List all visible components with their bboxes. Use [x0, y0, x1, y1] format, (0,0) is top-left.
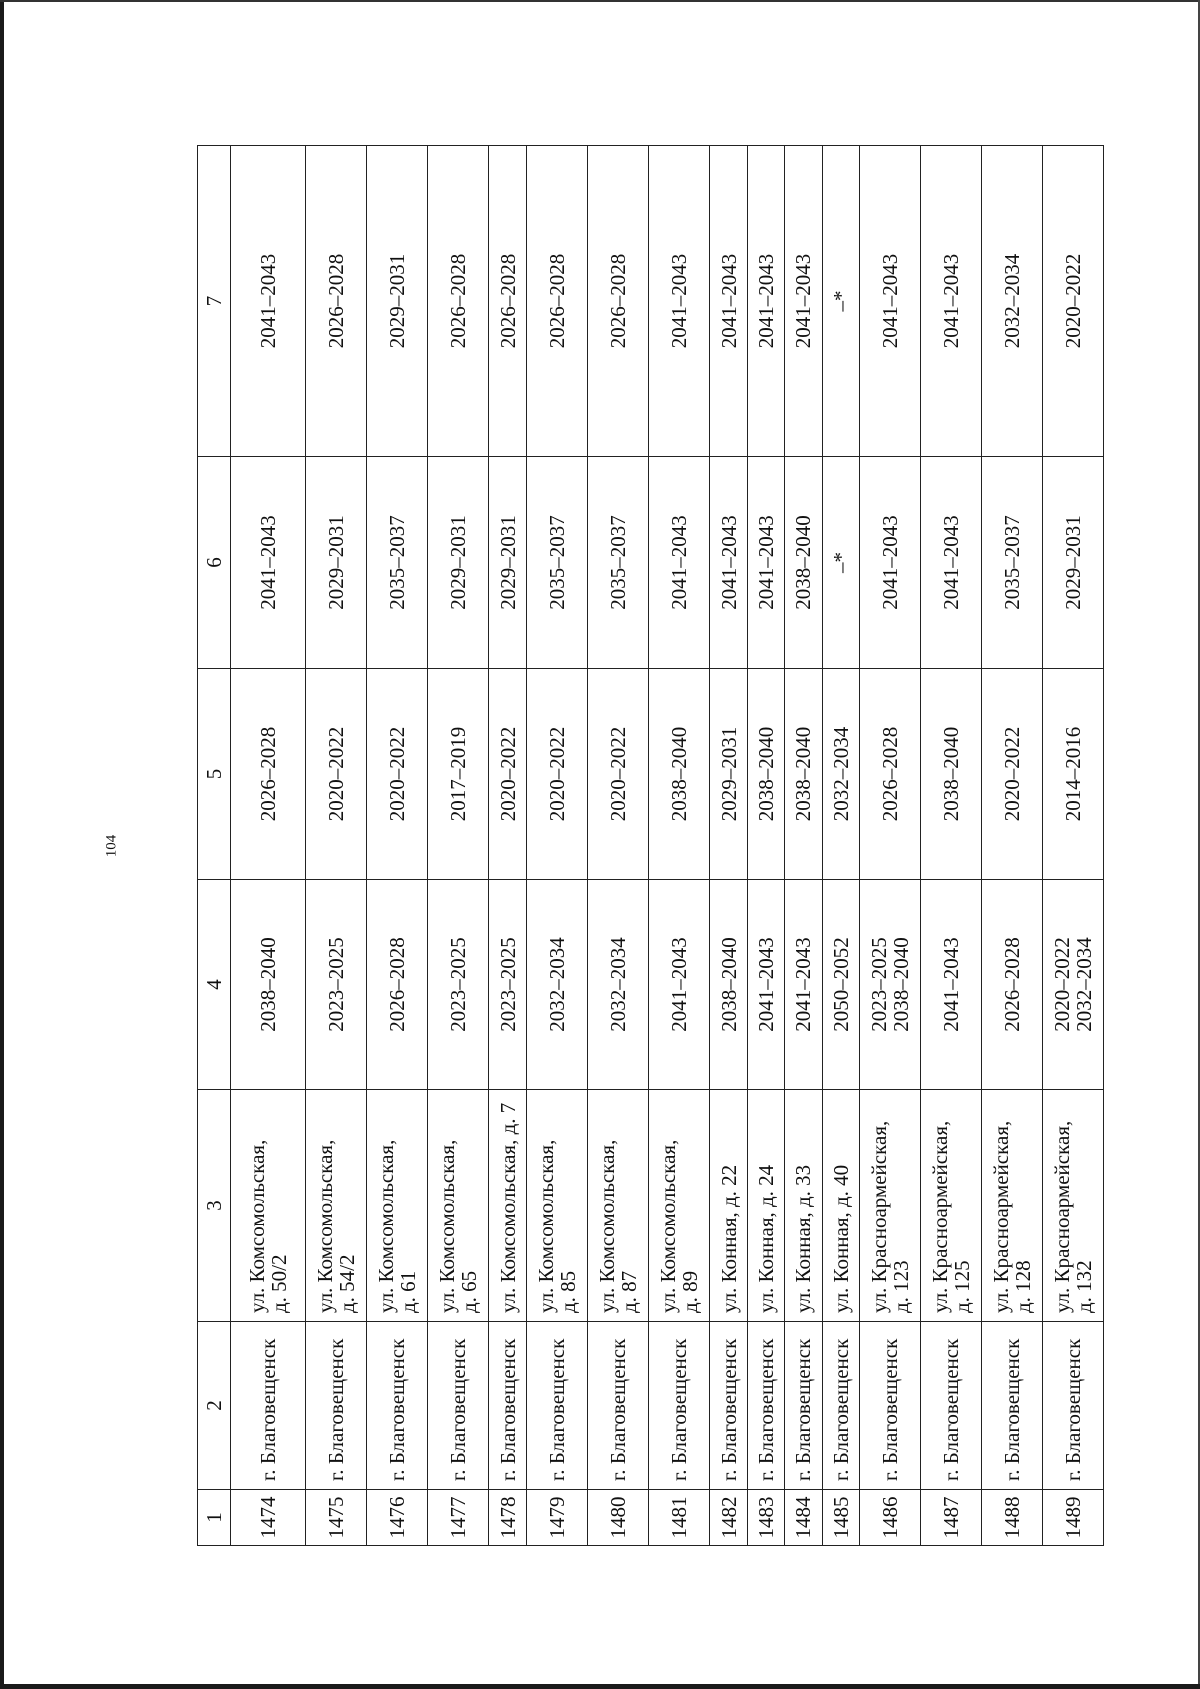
column-header-4: 4	[198, 880, 231, 1090]
table-cell-c7: 2041–2043	[710, 146, 747, 457]
table-cell-c5: 2020–2022	[488, 669, 527, 880]
table-cell-c7: 2026–2028	[306, 146, 367, 457]
table-cell-c3	[785, 1090, 822, 1322]
table-cell-c6: –*	[822, 457, 859, 669]
table-cell-c1: 1481	[649, 1490, 710, 1546]
table-cell-c6: 2029–2031	[306, 457, 367, 669]
table-row	[527, 146, 588, 1546]
cell-line: 2050–2052	[828, 937, 853, 1032]
table-cell-c7: 2041–2043	[860, 146, 921, 457]
table-cell-c1: 1477	[427, 1490, 488, 1546]
cell-line: 2041–2043	[939, 937, 964, 1032]
cell-line: ул. Комсомольская,	[312, 1139, 337, 1313]
table-cell-c6: 2035–2037	[527, 457, 588, 669]
table-cell-c1: 1485	[822, 1490, 859, 1546]
table-cell-c4	[527, 880, 588, 1090]
table-cell-c1: 1484	[785, 1490, 822, 1546]
cell-line: ул. Красноармейская,	[1049, 1120, 1074, 1313]
table-row	[231, 146, 306, 1546]
column-header-7: 7	[198, 146, 231, 457]
table-cell-c6: 2041–2043	[231, 457, 306, 669]
cell-line: ул. Комсомольская,	[534, 1139, 559, 1313]
table-cell-c4	[427, 880, 488, 1090]
table-cell-c4	[488, 880, 527, 1090]
table-cell-c1: 1483	[747, 1490, 784, 1546]
cell-line: ул. Комсомольская,	[245, 1139, 270, 1313]
cell-line: ул. Комсомольская,	[595, 1139, 620, 1313]
table-row	[488, 146, 527, 1546]
table-cell-c7: 2041–2043	[231, 146, 306, 457]
table-cell-c5: 2017–2019	[427, 669, 488, 880]
table-cell-c1: 1479	[527, 1490, 588, 1546]
table-cell-c6: 2041–2043	[921, 457, 982, 669]
cell-line: 2032–2034	[606, 937, 631, 1032]
table-cell-c1: 1488	[982, 1490, 1043, 1546]
table-row	[982, 146, 1043, 1546]
table-cell-c7: 2026–2028	[527, 146, 588, 457]
cell-line: 2032–2034	[1072, 937, 1096, 1032]
table-cell-c3	[860, 1090, 921, 1322]
table-cell-c4	[822, 880, 859, 1090]
table-cell-c1: 1489	[1043, 1490, 1104, 1546]
table-cell-c7: 2020–2022	[1043, 146, 1104, 457]
table-cell-c2: г. Благовещенск	[231, 1322, 306, 1490]
table-cell-c3	[982, 1090, 1043, 1322]
table-cell-c3	[588, 1090, 649, 1322]
cell-line: д. 125	[950, 1260, 975, 1313]
table-cell-c2: г. Благовещенск	[747, 1322, 784, 1490]
cell-line: 2038–2040	[716, 937, 741, 1032]
cell-line: д. 89	[678, 1270, 703, 1313]
table-cell-c5: 2026–2028	[860, 669, 921, 880]
table-cell-c2: г. Благовещенск	[649, 1322, 710, 1490]
table-cell-c5: 2020–2022	[306, 669, 367, 880]
table-cell-c7: 2041–2043	[785, 146, 822, 457]
column-header-2: 2	[198, 1322, 231, 1490]
scan-left-edge	[0, 0, 4, 1689]
schedule-table-rotated	[197, 146, 1104, 1546]
table-cell-c1: 1474	[231, 1490, 306, 1546]
cell-line: 2026–2028	[999, 937, 1024, 1032]
table-cell-c6: 2041–2043	[860, 457, 921, 669]
table-cell-c3	[822, 1090, 859, 1322]
table-cell-c1: 1480	[588, 1490, 649, 1546]
cell-line: 2023–2025	[445, 937, 470, 1032]
table-row	[649, 146, 710, 1546]
table-cell-c5: 2020–2022	[982, 669, 1043, 880]
table-cell-c2: г. Благовещенск	[427, 1322, 488, 1490]
cell-line: ул. Комсомольская,	[656, 1139, 681, 1313]
cell-line: 2041–2043	[753, 937, 778, 1032]
table-cell-c2: г. Благовещенск	[306, 1322, 367, 1490]
table-cell-c5: 2029–2031	[710, 669, 747, 880]
scan-bottom-edge	[0, 1684, 1200, 1689]
table-cell-c2: г. Благовещенск	[982, 1322, 1043, 1490]
table-cell-c4	[921, 880, 982, 1090]
table-cell-c2: г. Благовещенск	[785, 1322, 822, 1490]
cell-line: 2032–2034	[545, 937, 570, 1032]
cell-line: 2026–2028	[384, 937, 409, 1032]
table-cell-c7: –*	[822, 146, 859, 457]
table-cell-c2: г. Благовещенск	[921, 1322, 982, 1490]
table-cell-c5: 2038–2040	[921, 669, 982, 880]
cell-line: 2038–2040	[256, 937, 281, 1032]
cell-line: 2020–2022	[1049, 937, 1074, 1032]
table-cell-c6: 2029–2031	[488, 457, 527, 669]
table-cell-c2: г. Благовещенск	[822, 1322, 859, 1490]
table-cell-c3	[747, 1090, 784, 1322]
table-cell-c7: 2041–2043	[649, 146, 710, 457]
table-cell-c7: 2041–2043	[921, 146, 982, 457]
table-row	[367, 146, 428, 1546]
scan-top-edge	[0, 0, 1200, 2]
table-cell-c5: 2038–2040	[747, 669, 784, 880]
cell-line: ул. Красноармейская,	[867, 1120, 892, 1313]
cell-line: ул. Комсомольская, д. 7	[495, 1102, 520, 1313]
table-cell-c1: 1478	[488, 1490, 527, 1546]
table-cell-c5: 2032–2034	[822, 669, 859, 880]
table-cell-c6: 2035–2037	[588, 457, 649, 669]
table-cell-c4	[860, 880, 921, 1090]
table-cell-c4	[231, 880, 306, 1090]
cell-line: 2023–2025	[323, 937, 348, 1032]
table-cell-c7: 2041–2043	[747, 146, 784, 457]
table-cell-c3	[1043, 1090, 1104, 1322]
cell-line: ул. Комсомольская,	[373, 1139, 398, 1313]
table-cell-c4	[710, 880, 747, 1090]
table-row	[306, 146, 367, 1546]
table-cell-c6: 2029–2031	[427, 457, 488, 669]
column-header-6: 6	[198, 457, 231, 669]
table-cell-c6: 2038–2040	[785, 457, 822, 669]
cell-line: ул. Конная, д. 22	[716, 1164, 741, 1313]
table-cell-c7: 2032–2034	[982, 146, 1043, 457]
table-cell-c6: 2029–2031	[1043, 457, 1104, 669]
cell-line: д. 85	[556, 1270, 581, 1313]
table-cell-c3	[649, 1090, 710, 1322]
table-cell-c2: г. Благовещенск	[1043, 1322, 1104, 1490]
table-cell-c6: 2041–2043	[649, 457, 710, 669]
table-cell-c4	[649, 880, 710, 1090]
table-row	[747, 146, 784, 1546]
cell-line: ул. Конная, д. 40	[828, 1164, 853, 1313]
table-cell-c7: 2029–2031	[367, 146, 428, 457]
table-cell-c5: 2038–2040	[785, 669, 822, 880]
table-cell-c6: 2041–2043	[747, 457, 784, 669]
table-cell-c5: 2014–2016	[1043, 669, 1104, 880]
table-cell-c2: г. Благовещенск	[710, 1322, 747, 1490]
cell-line: 2041–2043	[667, 937, 692, 1032]
cell-line: 2023–2025	[495, 937, 520, 1032]
schedule-table	[197, 145, 1104, 1546]
cell-line: д. 54/2	[335, 1254, 360, 1313]
table-cell-c2: г. Благовещенск	[588, 1322, 649, 1490]
table-cell-c5: 2020–2022	[588, 669, 649, 880]
table-row	[921, 146, 982, 1546]
table-header-row	[198, 146, 231, 1546]
column-header-5: 5	[198, 669, 231, 880]
table-cell-c3	[710, 1090, 747, 1322]
table-cell-c6: 2041–2043	[710, 457, 747, 669]
cell-line: д. 50/2	[267, 1254, 292, 1313]
table-cell-c1: 1475	[306, 1490, 367, 1546]
table-cell-c1: 1487	[921, 1490, 982, 1546]
table-cell-c6: 2035–2037	[367, 457, 428, 669]
table-row	[1043, 146, 1104, 1546]
table-cell-c1: 1476	[367, 1490, 428, 1546]
table-cell-c5: 2038–2040	[649, 669, 710, 880]
cell-line: 2038–2040	[889, 937, 914, 1032]
table-cell-c3	[367, 1090, 428, 1322]
cell-line: д. 123	[889, 1260, 914, 1313]
column-header-3: 3	[198, 1090, 231, 1322]
cell-line: 2023–2025	[867, 937, 892, 1032]
table-cell-c4	[982, 880, 1043, 1090]
table-cell-c2: г. Благовещенск	[488, 1322, 527, 1490]
table-cell-c7: 2026–2028	[588, 146, 649, 457]
table-row	[822, 146, 859, 1546]
table-row	[710, 146, 747, 1546]
table-cell-c4	[1043, 880, 1104, 1090]
cell-line: д. 132	[1072, 1260, 1096, 1313]
table-cell-c2: г. Благовещенск	[367, 1322, 428, 1490]
cell-line: 2041–2043	[791, 937, 816, 1032]
table-cell-c1: 1486	[860, 1490, 921, 1546]
table-cell-c4	[367, 880, 428, 1090]
table-cell-c5: 2020–2022	[367, 669, 428, 880]
cell-line: ул. Красноармейская,	[928, 1120, 952, 1313]
cell-line: ул. Конная, д. 33	[791, 1164, 816, 1313]
column-header-1: 1	[198, 1490, 231, 1546]
table-row	[427, 146, 488, 1546]
table-cell-c3	[427, 1090, 488, 1322]
cell-line: д. 65	[456, 1270, 481, 1313]
page-number: 104	[103, 834, 120, 858]
cell-line: ул. Конная, д. 24	[753, 1164, 778, 1313]
table-cell-c6: 2035–2037	[982, 457, 1043, 669]
table-cell-c7: 2026–2028	[427, 146, 488, 457]
table-cell-c3	[527, 1090, 588, 1322]
table-cell-c5: 2026–2028	[231, 669, 306, 880]
cell-line: д. 87	[617, 1270, 642, 1313]
table-cell-c3	[488, 1090, 527, 1322]
table-row	[860, 146, 921, 1546]
table-cell-c4	[306, 880, 367, 1090]
cell-line: д. 128	[1011, 1260, 1036, 1313]
table-cell-c5: 2020–2022	[527, 669, 588, 880]
table-cell-c3	[921, 1090, 982, 1322]
table-cell-c4	[588, 880, 649, 1090]
table-row	[785, 146, 822, 1546]
table-cell-c7: 2026–2028	[488, 146, 527, 457]
table-cell-c4	[785, 880, 822, 1090]
table-cell-c2: г. Благовещенск	[860, 1322, 921, 1490]
table-cell-c1: 1482	[710, 1490, 747, 1546]
table-row	[588, 146, 649, 1546]
table-cell-c4	[747, 880, 784, 1090]
cell-line: д. 61	[395, 1270, 420, 1313]
cell-line: ул. Красноармейская,	[988, 1120, 1013, 1313]
table-cell-c2: г. Благовещенск	[527, 1322, 588, 1490]
table-cell-c3	[231, 1090, 306, 1322]
cell-line: ул. Комсомольская,	[434, 1139, 459, 1313]
table-cell-c3	[306, 1090, 367, 1322]
